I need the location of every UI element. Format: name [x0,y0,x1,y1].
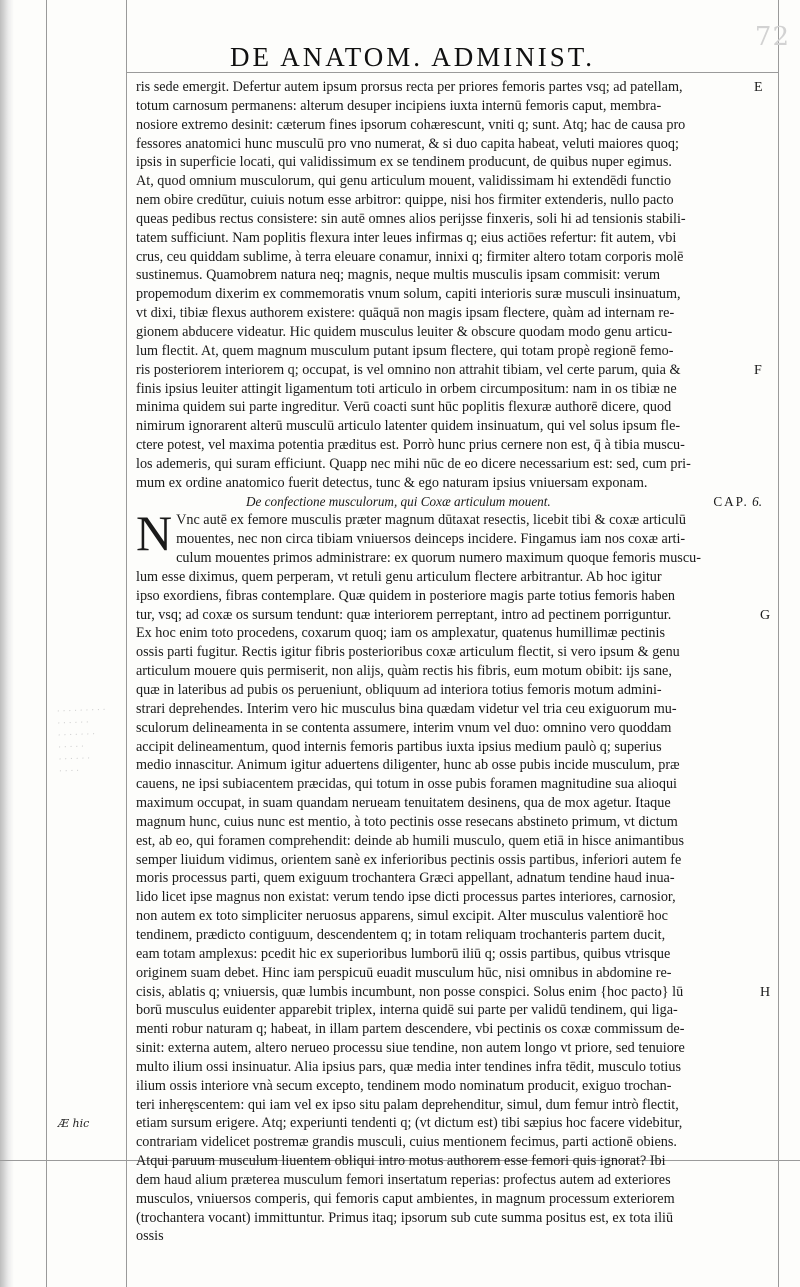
text-line: strari deprehendes. Interim vero hic musculus bina quædam videtur vel tria ceu exiguorum mu- [136,700,677,717]
margin-note: Æ hic [58,1117,90,1130]
dropcap-initial: N [136,505,173,562]
text-line: multo ilium ossi insinuatur. Alia ipsius pars, quæ media inter tendines infra tēdit, musculo totius [136,1058,681,1075]
faint-marginalia-bleedthrough: · · · · · · · · · · · · · · · · · · · · · · · · · · · · · · · · · · · · · [56,705,106,778]
text-line: gionem abducere videatur. Hic quidem musculus leuiter & obscure quodam modo genu articu- [136,323,673,340]
text-line: tatem sufficiunt. Nam poplitis flexura inter leues infirmas q; eius actiōes refertur: fit autem, vbi [136,229,677,246]
text-line: quæ in lateribus ad pubis os perueniunt, obliquum ad interiora totius femoris motum admini- [136,682,662,698]
text-line: nosiore extremo desinit: cæterum fines ipsorum cohærescunt, vniti q; sunt. Atq; hac de causa pro [136,116,686,133]
text-line: semper liuidum vidimus, orientem sanè ex inferioribus pectinis ossis partibus, inferiori autem fe [136,851,682,868]
text-line: (trochantera vocant) immittuntur. Primus itaq; ipsorum sub cute summa positus est, ex tota iliū [136,1209,674,1226]
text-line: ctere potest, vel maxima potentia præditus est. Porrò hunc prius cernere non est, q̄ à tibia muscu- [136,437,685,454]
text-line: nem obire credūtur, cuiuis notum esse arbitror: quippe, nisi hos firmiter extenderis, nullo pacto [136,192,674,209]
book-gutter-shadow [0,0,14,1287]
text-line: contrariam videlicet postremæ grandis musculi, cuius mentionem fecimus, parti actionē obiens. [136,1134,677,1151]
text-line: sustinemus. Quamobrem natura neq; magnis, neque multis musculis ipsam commisit: verum [136,267,661,284]
section-marker-f: F [754,363,762,378]
main-text [136,78,766,1246]
text-line: non autem ex toto simpliciter neruosus apparens, simul excipit. Alter musculus valentiorē hoc [136,908,668,925]
section-marker-g: G [760,608,771,623]
chapter-heading [136,493,766,512]
text-line: los ademeris, qui suram efficiunt. Quapp nec mihi nūc de eo dicere necessarium est: sed, cum pri- [136,455,691,472]
running-head: DE ANATOM. ADMINIST. [230,42,596,72]
page-rule-right [778,0,779,1287]
text-line: totum carnosum permanens: alterum desuper incipiens iuxta internū femoris caput, membra- [136,97,662,114]
text-line: borū musculus euidenter apparebit triplex, interna quidē sui parte per validū tendinem, qui liga- [136,1002,678,1019]
text-line: ossis [136,1228,164,1245]
text-line: magnum hunc, cuius nunc est mentio, à toto pectinis osse resecans abstineto primum, vt dictum [136,813,678,830]
text-line: musculos, vniuersos comperis, qui femoris caput ambientes, in magnum processum exteriorem [136,1190,675,1207]
text-line: vt dixi, tibiæ flexus authorem existere: quāquā non magis ipsam flectere, quàm ad internam re- [136,305,675,322]
text-line: minima quidem sui parte ingreditur. Verū coacti sunt hūc poplitis flexuræ authorē dicere, quod [136,399,672,416]
text-line: propemodum dixerim ex commemoratis vnum solum, capiti interioris suræ musculi insinuatum, [136,286,681,303]
page-rule-inner [126,0,127,1287]
text-line: tur, vsq; ad coxæ os sursum tendunt: quæ interiorem perreptant, intro ad pectinem porriguntur. [136,606,672,623]
text-line: originem suam debet. Hinc iam perspicuū euadit musculum hūc, nisi omnibus in abdomine re- [136,964,672,981]
text-line: moris processus parti, quem exiguum trochantera Græci appellant, adnatum tendine haud inua- [136,870,675,887]
chapter-title: De confectione musculorum, qui Coxæ articulum mouent. [246,493,551,509]
text-line: At, quod omnium musculorum, qui genu articulum mouent, validissimam hi extendēdi functio [136,173,672,190]
text-line: ipsis in superficie locati, qui validissimum ex se tendinem producunt, de quibus nuper egimus. [136,154,672,171]
text-line: lum esse diximus, quem perperam, vt retuli genu articulum flectere arbitrantur. Ab hoc igitur [136,568,662,585]
text-line: crus, ceu quiddam sublime, à terra eleuare conamur, innixi q; firmiter altero totam corporis molē [136,248,684,265]
text-line: sinit: externa autem, altero nerueo processu siue tendine, non autem longo vt priore, sed tenuiore [136,1040,685,1057]
text-line: etiam sursum erigere. Atq; experiunti tendenti q; (vt dictum est) tibi sæpius hoc facere videbitur, [136,1115,683,1132]
text-line: ris sede emergit. Defertur autem ipsum prorsus recta per priores femoris partes vsq; ad patellam, [136,79,683,95]
text-line: cauens, ne ipsi subiacentem prӕcidas, qui totum in osse pubis foramen magnitudine sua alioqui [136,776,677,793]
text-line: Ex hoc enim toto procedens, coxarum quoq; iam os amplexatur, quatenus humillimæ pectinis [136,625,665,642]
text-line: articulum mouere quis permiserit, non alijs, quàm rectis his fibris, eum motum obibit: ijs sane, [136,663,672,680]
text-line: nimirum ignorarent alterū musculū articulo latenter quidem insinuatum, qui vel solus ipsum fle- [136,418,681,435]
text-line: maximum occupat, in suam quandam nerueam tenuitatem desinens, qua de mox agetur. Itaque [136,795,671,812]
text-line: eam totam amplexus: pcedit hic ex superioribus lumborū iliū q; ossis partibus, quibus vtrisque [136,945,671,962]
section-marker-h: H [760,985,771,1000]
text-line: est, ab eo, qui foramen comprehendit: deinde ab humili musculo, quem etiā in hisce animantibus [136,832,685,849]
text-line: finis ipsius leuiter attingit ligamentum toti articulo in orbem circumpositum: nam in os tibiæ ne [136,380,677,397]
chapter-number: CAP. 6. [713,493,762,509]
text-line: medio innascitur. Animum igitur aduertens diligenter, hunc ab osse pubis incide musculum, præ [136,757,680,774]
text-line: teri inheręscentem: qui iam vel ex ipso situ palam deprehenditur, simul, dum femur intrò flectit, [136,1096,679,1113]
text-line: fessores anatomici hunc musculū pro vno numerat, & si duo capita habeat, veluti maiores quoq; [136,135,679,152]
section-marker-e: E [754,80,763,95]
text-line: queas pedibus rectus consistere: sin autē omnes alios perijsse finxeris, soli hi ad tensionis stabili- [136,210,686,227]
text-line: mouentes, nec non circa tibiam vniuersos deinceps incidere. Fingamus iam nos coxæ arti- [176,531,686,548]
text-line: ipso exordiens, fibras contemplare. Quæ quidem in posteriore magis parte totius femoris haben [136,587,675,604]
text-line: dem haud alium præterea musculum femori insertatum reperias: profectus autem ad exteriores [136,1171,671,1188]
text-line: lido licet ipse magnus non existat: verum tendo ipse dicti processus partes interiores, carnosior, [136,889,676,906]
text-line: Atqui paruum musculum liuentem obliqui intro motus authorem esse femori quis ignorat? Ibi [136,1153,666,1170]
text-line: ilium ossis interiore vnà secum excepto, tendinem modo nominatum producit, exiguo trochan- [136,1077,672,1094]
text-line: lum flectit. At, quem magnum musculum putant ipsum flectere, qui totam propè regionē femo- [136,342,674,359]
text-line: tendinem, prædicto contiguum, descendentem q; in totam reliquam trochanteris partem ducit, [136,926,666,943]
ghost-page-number: 72 [754,22,790,52]
text-line: cisis, ablatis q; vniuersis, quæ lumbis incumbunt, non posse conspici. Solus enim {hoc pacto} lū [136,983,684,1000]
page-rule-left [46,0,47,1287]
text-line: sculorum delineamenta in se contenta assumere, interim vnum vel duo: omnino vero quoddam [136,719,672,736]
text-line: culum mouentes primos administrare: ex quorum numero maximum quoque femoris muscu- [176,550,701,567]
paragraph-continued [136,78,766,493]
text-line: Vnc autē ex femore musculis præter magnum dūtaxat resectis, licebit tibi & coxæ articulū [176,512,686,529]
dropcap-lines [136,511,766,549]
text-line: mum ex ordine anatomico fuerit detectus, tunc & ego naturam ipsius vniuersam exponam. [136,474,648,491]
text-line: ossis parti fugitur. Rectis igitur fibris posterioribus coxæ articulum flectit, si vero ipsum & genu [136,644,680,661]
paragraph-chapter-body [136,549,766,1246]
text-line: accipit delineamentum, quod internis femoris partibus iuxta ipsius medium paulò q; superius [136,738,662,755]
text-line: ris posteriorem interiorem q; occupat, is vel omnino non attrahit tibiam, vel certe parum, quia & [136,361,681,378]
text-line: menti robur naturam q; habeat, in illam partem descendere, vbi pectinis os coxæ commissum de- [136,1021,685,1038]
